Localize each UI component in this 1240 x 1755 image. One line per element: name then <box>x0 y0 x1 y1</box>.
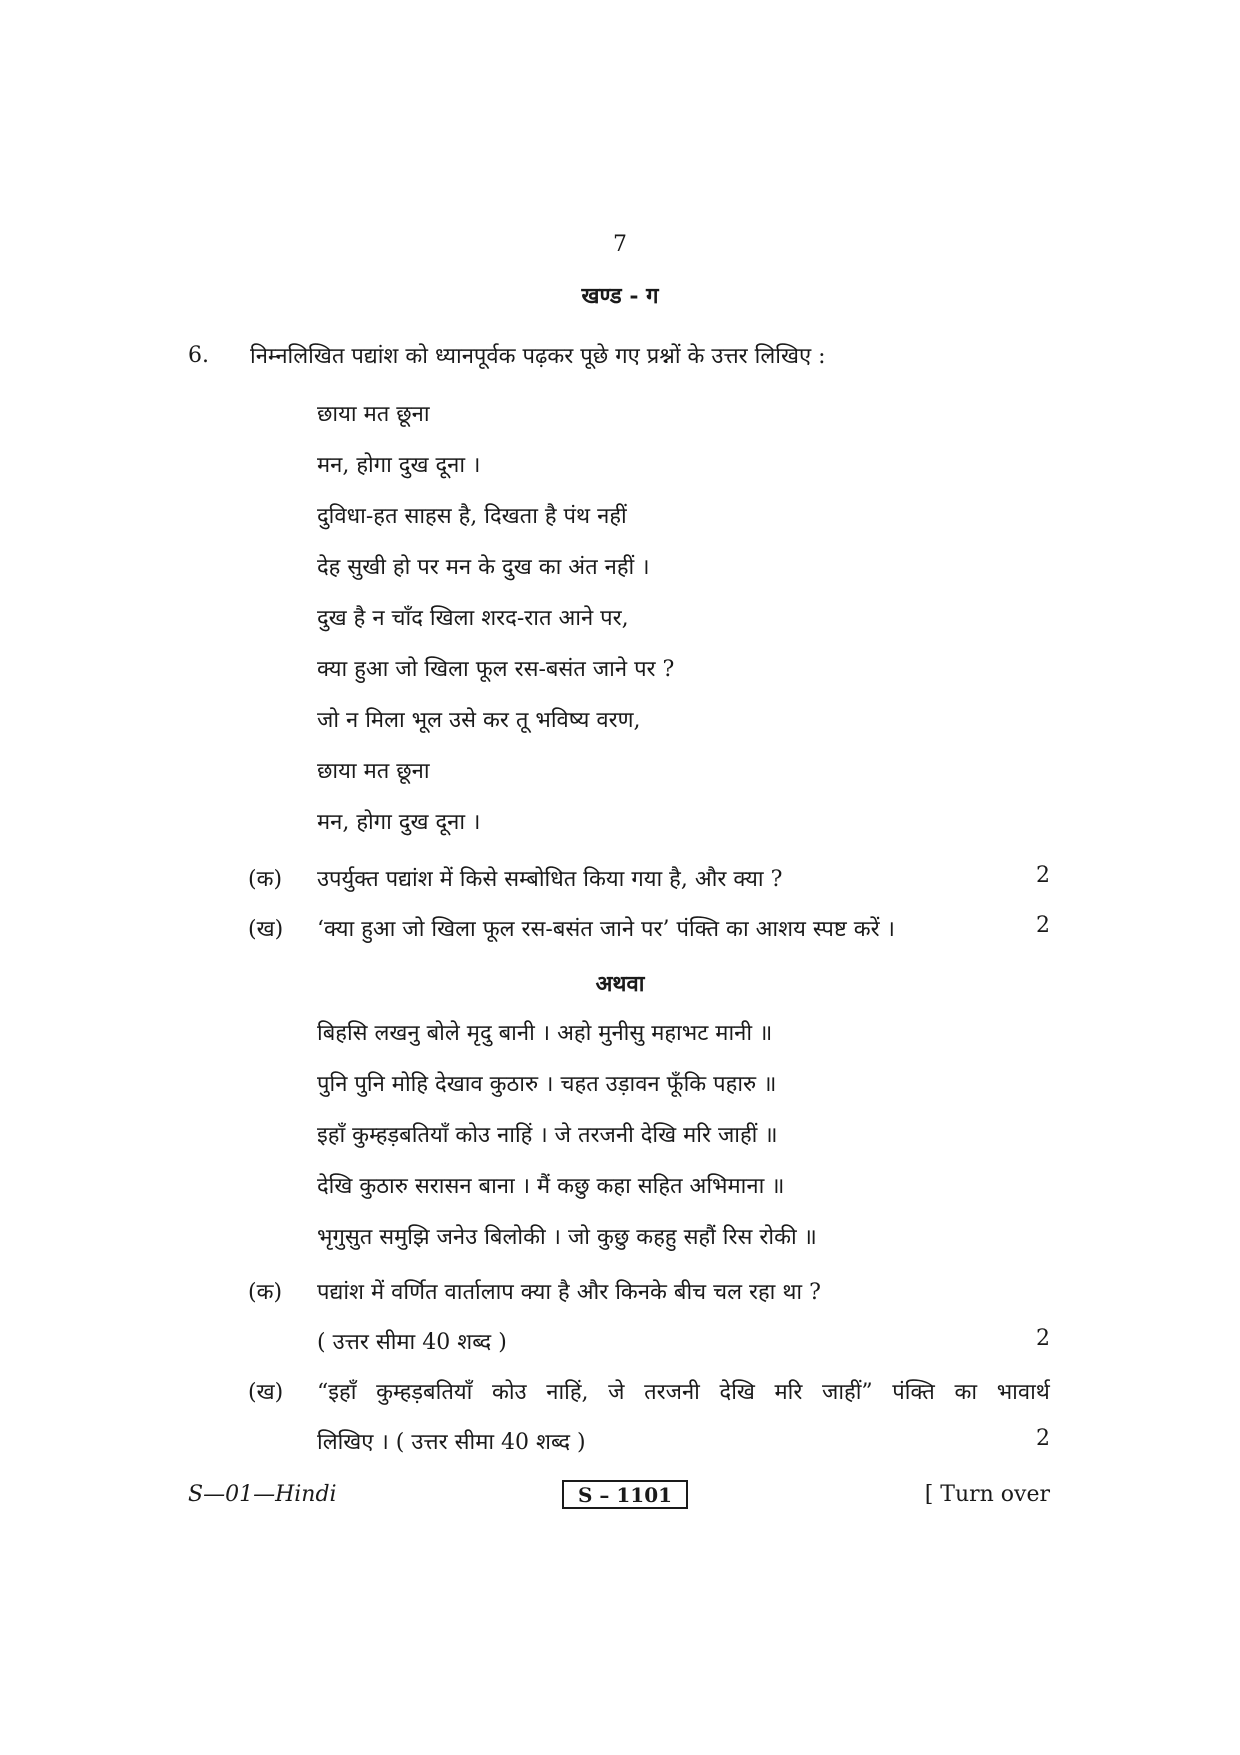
poem-line: छाया मत छूना <box>317 759 430 784</box>
word: “इहाँ <box>317 1380 357 1405</box>
footer-turn-over: [ Turn over <box>924 1482 1050 1507</box>
poem-line: छाया मत छूना <box>317 402 430 427</box>
subquestion-text: ‘क्या हुआ जो खिला फूल रस-बसंत जाने पर’ पंक्ति का आशय स्पष्ट करें । <box>317 917 895 942</box>
alt-subquestion-label: (ख) <box>248 1380 284 1405</box>
poem-line: दुविधा-हत साहस है, दिखता है पंथ नहीं <box>317 504 627 529</box>
poem-line: जो न मिला भूल उसे कर तू भविष्य वरण, <box>317 708 641 733</box>
word: देखि <box>719 1380 755 1405</box>
alt-subquestion-text-line2: लिखिए । ( उत्तर सीमा 40 शब्द ) <box>317 1430 586 1455</box>
word: जाहीं” <box>822 1380 873 1405</box>
question-instruction: निम्नलिखित पद्यांश को ध्यानपूर्वक पढ़कर पूछे गए प्रश्नों के उत्तर लिखिए : <box>250 344 826 369</box>
alt-subquestion-label: (क) <box>248 1280 283 1305</box>
poem-line: दुख है न चाँद खिला शरद-रात आने पर, <box>317 606 629 631</box>
subquestion-label: (क) <box>248 867 283 892</box>
word: नाहिं, <box>546 1380 589 1405</box>
alt-subquestion-limit: ( उत्तर सीमा 40 शब्द ) <box>317 1330 507 1355</box>
footer-paper-code: S – 1101 <box>562 1480 688 1509</box>
poem-line: देह सुखी हो पर मन के दुख का अंत नहीं । <box>317 555 650 580</box>
section-title: खण्ड - ग <box>581 283 659 309</box>
alt-subquestion-marks: 2 <box>1036 1426 1050 1451</box>
alt-poem-line: इहाँ कुम्हड़बतियाँ कोउ नाहिं । जे तरजनी देखि मरि जाहीं ॥ <box>317 1123 778 1148</box>
poem-line: मन, होगा दुख दूना । <box>317 810 481 835</box>
subquestion-marks: 2 <box>1036 863 1050 888</box>
word: पंक्ति <box>892 1380 935 1405</box>
subquestion-text: उपर्युक्त पद्यांश में किसे सम्बोधित किया गया है, और क्या ? <box>317 867 783 892</box>
word: कोउ <box>491 1380 527 1405</box>
poem-line: मन, होगा दुख दूना । <box>317 453 481 478</box>
word: भावार्थ <box>996 1380 1050 1405</box>
alt-subquestion-marks: 2 <box>1036 1326 1050 1351</box>
alt-poem-line: बिहसि लखनु बोले मृदु बानी । अहो मुनीसु महाभट मानी ॥ <box>317 1021 773 1046</box>
word: कुम्हड़बतियाँ <box>376 1380 473 1405</box>
or-heading: अथवा <box>595 971 645 997</box>
alt-subquestion-text: पद्यांश में वर्णित वार्तालाप क्या है और किनके बीच चल रहा था ? <box>317 1280 821 1305</box>
question-number: 6. <box>188 343 209 368</box>
alt-poem-line: पुनि पुनि मोहि देखाव कुठारु । चहत उड़ावन फूँकि पहारु ॥ <box>317 1072 777 1097</box>
footer-subject: S—01—Hindi <box>188 1482 337 1507</box>
poem-line: क्या हुआ जो खिला फूल रस-बसंत जाने पर ? <box>317 657 675 682</box>
word: मरि <box>774 1380 803 1405</box>
alt-subquestion-text <box>317 1376 1050 1406</box>
page-number: 7 <box>613 232 627 257</box>
word: जे <box>608 1380 625 1405</box>
word: का <box>954 1380 978 1405</box>
subquestion-label: (ख) <box>248 917 284 942</box>
word: तरजनी <box>644 1380 700 1405</box>
alt-poem-line: भृगुसुत समुझि जनेउ बिलोकी । जो कुछु कहहु सहौं रिस रोकी ॥ <box>317 1225 817 1250</box>
alt-poem-line: देखि कुठारु सरासन बाना । मैं कछु कहा सहित अभिमाना ॥ <box>317 1174 785 1199</box>
subquestion-marks: 2 <box>1036 913 1050 938</box>
